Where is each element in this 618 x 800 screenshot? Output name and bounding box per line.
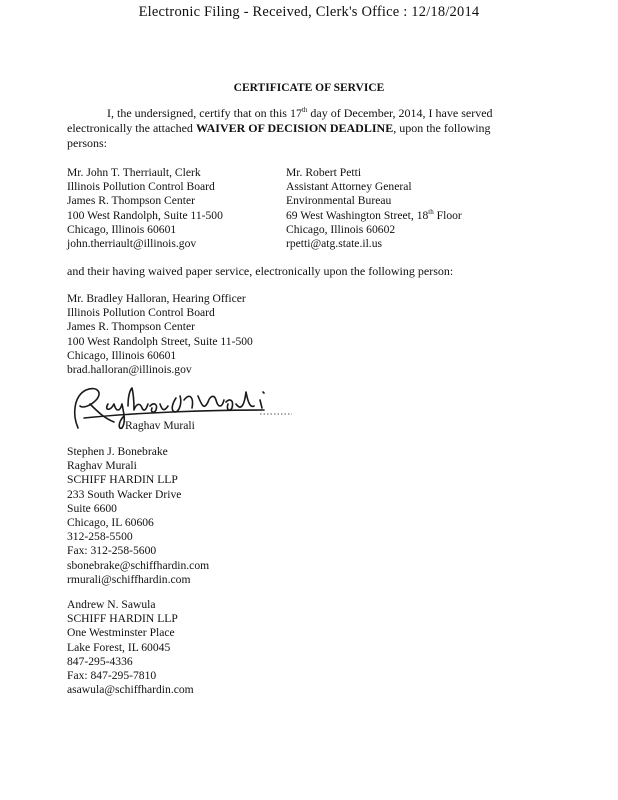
intro-line-1-pre: I, the undersigned, certify that on this 17 — [107, 106, 302, 120]
email-line: john.therriault@illinois.gov — [67, 237, 197, 251]
address-line: Illinois Pollution Control Board — [67, 180, 215, 194]
address-line: 100 West Randolph Street, Suite 11-500 — [67, 334, 253, 348]
signature-name: Raghav Murali — [125, 419, 195, 432]
document-title: CERTIFICATE OF SERVICE — [233, 82, 385, 94]
counsel-line: One Westminster Place — [67, 626, 175, 640]
recipient-left-block — [67, 166, 223, 251]
signature-stroke — [150, 404, 168, 412]
signature-stroke — [84, 410, 264, 418]
street-sup: th — [428, 207, 434, 216]
address-line: James R. Thompson Center — [67, 320, 195, 334]
counsel-line: Chicago, IL 60606 — [67, 516, 154, 530]
address-line: Illinois Pollution Control Board — [67, 306, 215, 320]
phone-line: 847-295-4336 — [67, 654, 133, 668]
signature-stroke — [226, 392, 254, 410]
signature-stroke — [128, 388, 148, 410]
street-pre: 69 West Washington Street, 18 — [286, 208, 429, 222]
address-line: Chicago, Illinois 60601 — [67, 222, 177, 236]
counsel-line: Raghav Murali — [67, 459, 137, 473]
firm-name: SCHIFF HARDIN LLP — [67, 612, 178, 626]
address-line: Chicago, Illinois 60601 — [67, 348, 177, 362]
address-line — [286, 209, 462, 223]
counsel-line: Andrew N. Sawula — [67, 598, 156, 611]
signature-stroke — [172, 396, 192, 412]
signature-stroke — [198, 396, 224, 406]
address-line: Mr. Robert Petti — [286, 166, 362, 179]
address-line: James R. Thompson Center — [67, 194, 195, 208]
address-line: Environmental Bureau — [286, 194, 392, 208]
signature-stroke — [260, 392, 264, 408]
email-line: rpetti@atg.state.il.us — [286, 237, 382, 251]
counsel-line: Lake Forest, IL 60045 — [67, 640, 171, 654]
fax-line: Fax: 847-295-7810 — [67, 669, 157, 683]
intro-line-2-post: , upon the following — [393, 121, 491, 135]
counsel-line: Stephen J. Bonebrake — [67, 445, 168, 458]
counsel-block-1 — [67, 445, 209, 587]
intro-line-3: persons: — [67, 136, 107, 150]
intro-line-1-post: day of December, 2014, I have served — [307, 106, 493, 120]
address-line: Chicago, Illinois 60602 — [286, 222, 396, 236]
phone-line: 312-258-5500 — [67, 530, 133, 544]
address-line: Mr. John T. Therriault, Clerk — [67, 166, 201, 179]
intro-line-2-pre: electronically the attached — [67, 121, 196, 135]
address-line: Mr. Bradley Halloran, Hearing Officer — [67, 292, 246, 305]
address-line: Assistant Attorney General — [286, 180, 412, 194]
email-line: asawula@schiffhardin.com — [67, 683, 194, 697]
waived-service-line: and their having waived paper service, electronically upon the following person: — [67, 264, 454, 278]
filing-stamp-header: Electronic Filing - Received, Clerk's Office : 12/18/2014 — [138, 4, 480, 20]
email-line: sbonebrake@schiffhardin.com — [67, 558, 210, 572]
hearing-officer-block — [67, 292, 253, 377]
counsel-line: Suite 6600 — [67, 501, 117, 515]
counsel-block-2 — [67, 598, 194, 697]
recipient-right-block — [286, 166, 462, 251]
email-line: rmurali@schiffhardin.com — [67, 572, 191, 586]
intro-line-1 — [107, 106, 493, 121]
counsel-line: 233 South Wacker Drive — [67, 487, 182, 501]
fax-line: Fax: 312-258-5600 — [67, 544, 157, 558]
street-post: Floor — [433, 208, 462, 222]
intro-line-1-sup: th — [301, 106, 308, 114]
intro-line-2 — [67, 121, 491, 136]
firm-name: SCHIFF HARDIN LLP — [67, 473, 178, 487]
address-line: 100 West Randolph, Suite 11-500 — [67, 208, 223, 222]
document-name: WAIVER OF DECISION DEADLINE — [195, 121, 394, 135]
email-line: brad.halloran@illinois.gov — [67, 363, 192, 377]
signature-stroke — [75, 389, 114, 428]
